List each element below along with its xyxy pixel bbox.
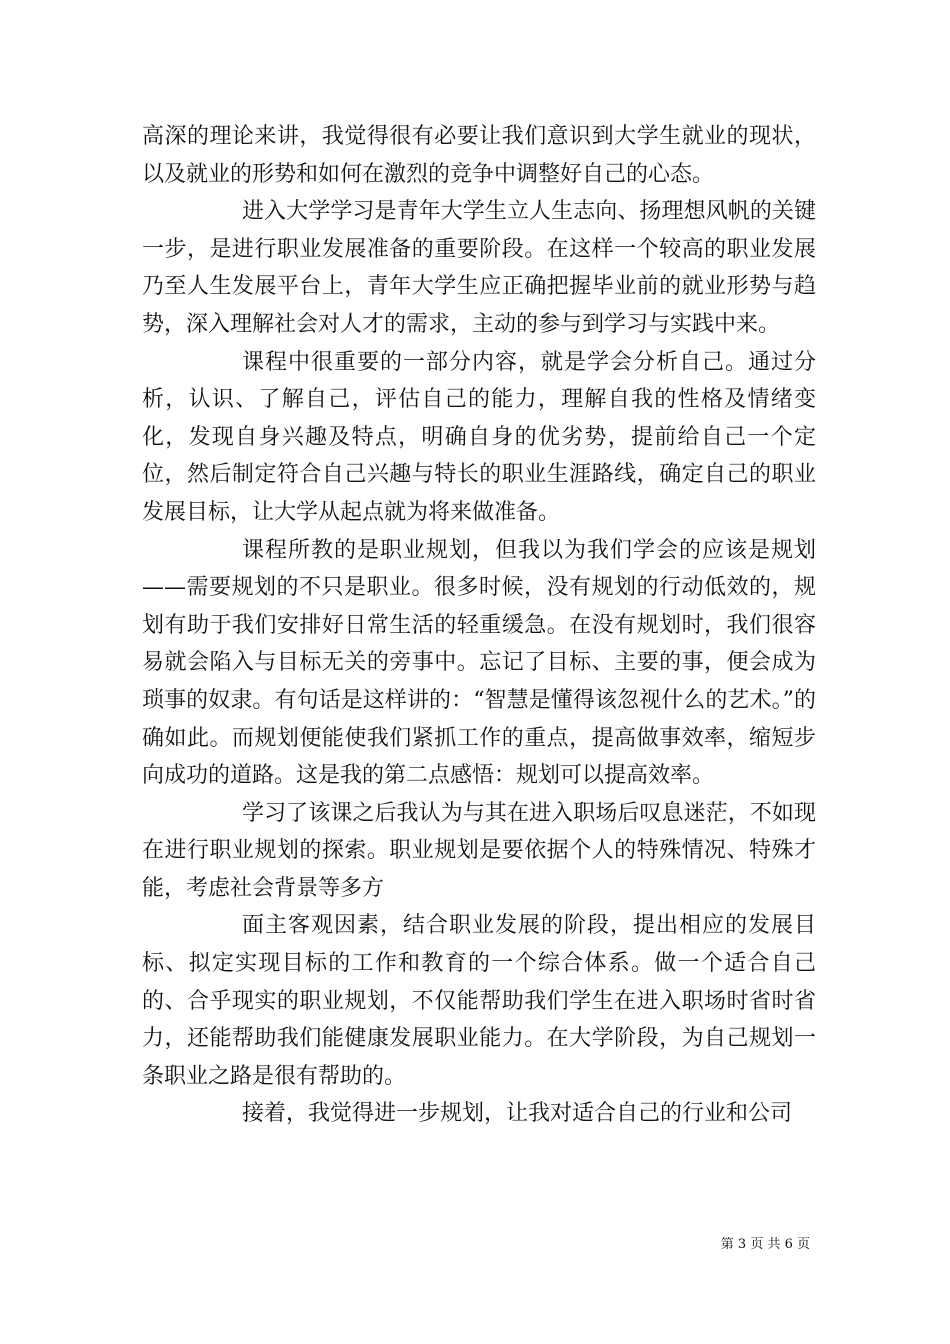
paragraph-2: 进入大学学习是青年大学生立人生志向、扬理想风帆的关键一步，是进行职业发展准备的重要阶段。在这样一个较高的职业发展乃至人生发展平台上，青年大学生应正确把握毕业前的就业形势与趋势，深入理解社会对人才的需求，主动的参与到学习与实践中来。 xyxy=(142,199,816,337)
paragraph-1: 高深的理论来讲，我觉得很有必要让我们意识到大学生就业的现状，以及就业的形势和如何在激烈的竞争中调整好自己的心态。 xyxy=(142,124,816,187)
page-number-footer: 第 3 页 共 6 页 xyxy=(720,1237,810,1252)
paragraph-5: 学习了该课之后我认为与其在进入职场后叹息迷茫，不如现在进行职业规划的探索。职业规划是要依据个人的特殊情况、特殊才能，考虑社会背景等多方 xyxy=(142,800,816,901)
paragraph-6: 面主客观因素，结合职业发展的阶段，提出相应的发展目标、拟定实现目标的工作和教育的一个综合体系。做一个适合自己的、合乎现实的职业规划，不仅能帮助我们学生在进入职场时省时省力，还能帮助我们能健康发展职业能力。在大学阶段，为自己规划一条职业之路是很有帮助的。 xyxy=(142,913,816,1089)
paragraph-4: 课程所教的是职业规划，但我以为我们学会的应该是规划——需要规划的不只是职业。很多时候，没有规划的行动低效的，规划有助于我们安排好日常生活的轻重缓急。在没有规划时，我们很容易就会陷入与目标无关的旁事中。忘记了目标、主要的事，便会成为琐事的奴隶。有句话是这样讲的：“智慧是懂得该忽视什么的艺术。”的确如此。而规划便能使我们紧抓工作的重点，提高做事效率，缩短步向成功的道路。这是我的第二点感悟：规划可以提高效率。 xyxy=(142,537,816,789)
paragraph-3: 课程中很重要的一部分内容，就是学会分析自己。通过分析，认识、了解自己，评估自己的能力，理解自我的性格及情绪变化，发现自身兴趣及特点，明确自身的优劣势，提前给自己一个定位，然后制定符合自己兴趣与特长的职业生涯路线，确定自己的职业发展目标，让大学从起点就为将来做准备。 xyxy=(142,349,816,525)
paragraph-7: 接着，我觉得进一步规划，让我对适合自己的行业和公司 xyxy=(242,1101,793,1127)
document-body xyxy=(142,118,816,1133)
